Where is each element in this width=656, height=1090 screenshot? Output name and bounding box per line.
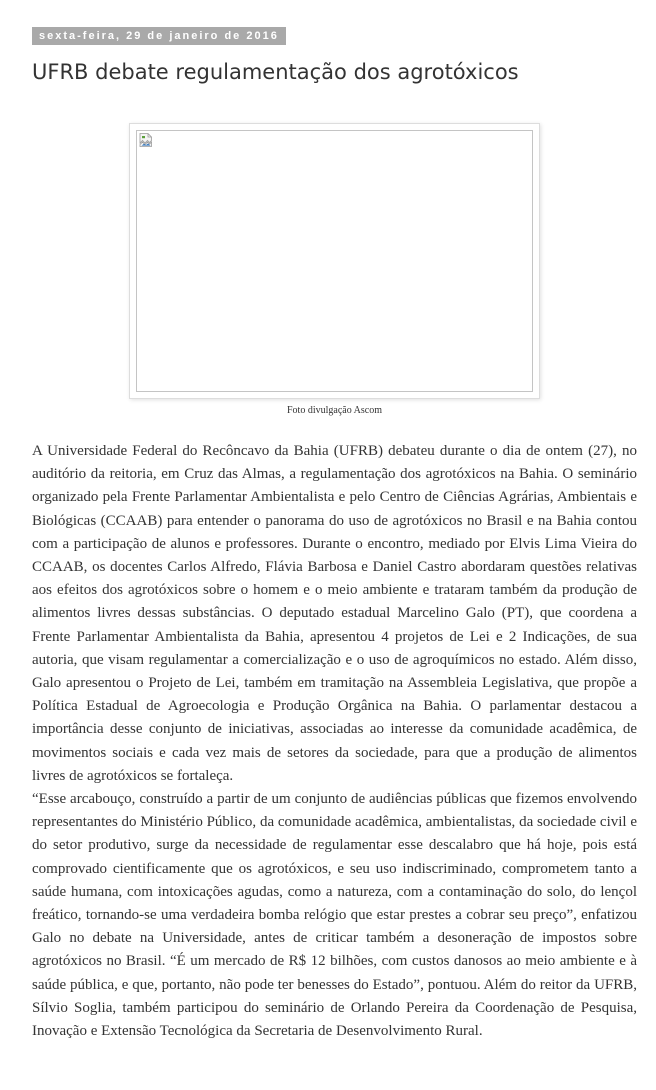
post-date-header: sexta-feira, 29 de janeiro de 2016 [32,27,286,45]
post-paragraph: A Universidade Federal do Recôncavo da Bahia (UFRB) debateu durante o dia de ontem (27), no auditório da reitoria, em Cruz das Almas, a regulamentação dos agrotóxicos na Bahia. O seminário organizado pela Frente Parlamentar Ambientalista e pelo Centro de Ciências Agrárias, Ambientais e Biológicas (CCAAB) para entender o panorama do uso de agrotóxicos no Brasil e na Bahia contou com a participação de alunos e professores. Durante o encontro, mediado por Elvis Lima Vieira do CCAAB, os docentes Carlos Alfredo, Flávia Barbosa e Daniel Castro abordaram questões relativas aos efeitos dos agrotóxicos sobre o homem e o meio ambiente e trataram também da produção de alimentos livres dessas substâncias. O deputado estadual Marcelino Galo (PT), que coordena a Frente Parlamentar Ambientalista da Bahia, apresentou 4 projetos de Lei e 2 Indicações, de sua autoria, que visam regulamentar a comercialização e o uso de agroquímicos no estado. Além disso, Galo apresentou o Projeto de Lei, também em tramitação na Assembleia Legislativa, que propõe a Política Estadual de Agroecologia e Produção Orgânica na Bahia. O parlamentar destacou a importância desse conjunto de iniciativas, associadas ao interesse da comunidade acadêmica, de movimentos sociais e cada vez mais de setores da sociedade, para que a produção de alimentos livres de agrotóxicos se fortaleça. [32,443,637,784]
image-caption: Foto divulgação Ascom [287,405,382,416]
post-image-frame [129,123,540,399]
broken-image-icon [138,132,154,148]
post-paragraph: “Esse arcabouço, construído a partir de um conjunto de audiências públicas que fizemos envolvendo representantes do Ministério Público, da comunidade acadêmica, ambientalistas, da sociedade civil e do setor produtivo, surge da necessidade de regulamentar esse descalabro que há hoje, pois está comprovado cientificamente que os agrotóxicos, e seu uso indiscriminado, comprometem tanto a saúde humana, com intoxicações agudas, como a natureza, com a contaminação do solo, do lençol freático, tornando-se uma verdadeira bomba relógio que estar prestes a cobrar seu preço”, enfatizou Galo no debate na Universidade, antes de criticar também a desoneração de impostos sobre agrotóxicos no Brasil. “É um mercado de R$ 12 bilhões, com custos danosos ao meio ambiente e à saúde pública, e que, portanto, não pode ter benesses do Estado”, pontuou. Além do reitor da UFRB, Sílvio Soglia, também participou do seminário de Orlando Pereira da Coordenação de Pesquisa, Inovação e Extensão Tecnológica da Secretaria de Desenvolvimento Rural. [32,791,637,1040]
post-image[interactable] [136,130,533,392]
post-title[interactable]: UFRB debate regulamentação dos agrotóxicos [32,60,519,84]
post-body [32,440,637,1043]
